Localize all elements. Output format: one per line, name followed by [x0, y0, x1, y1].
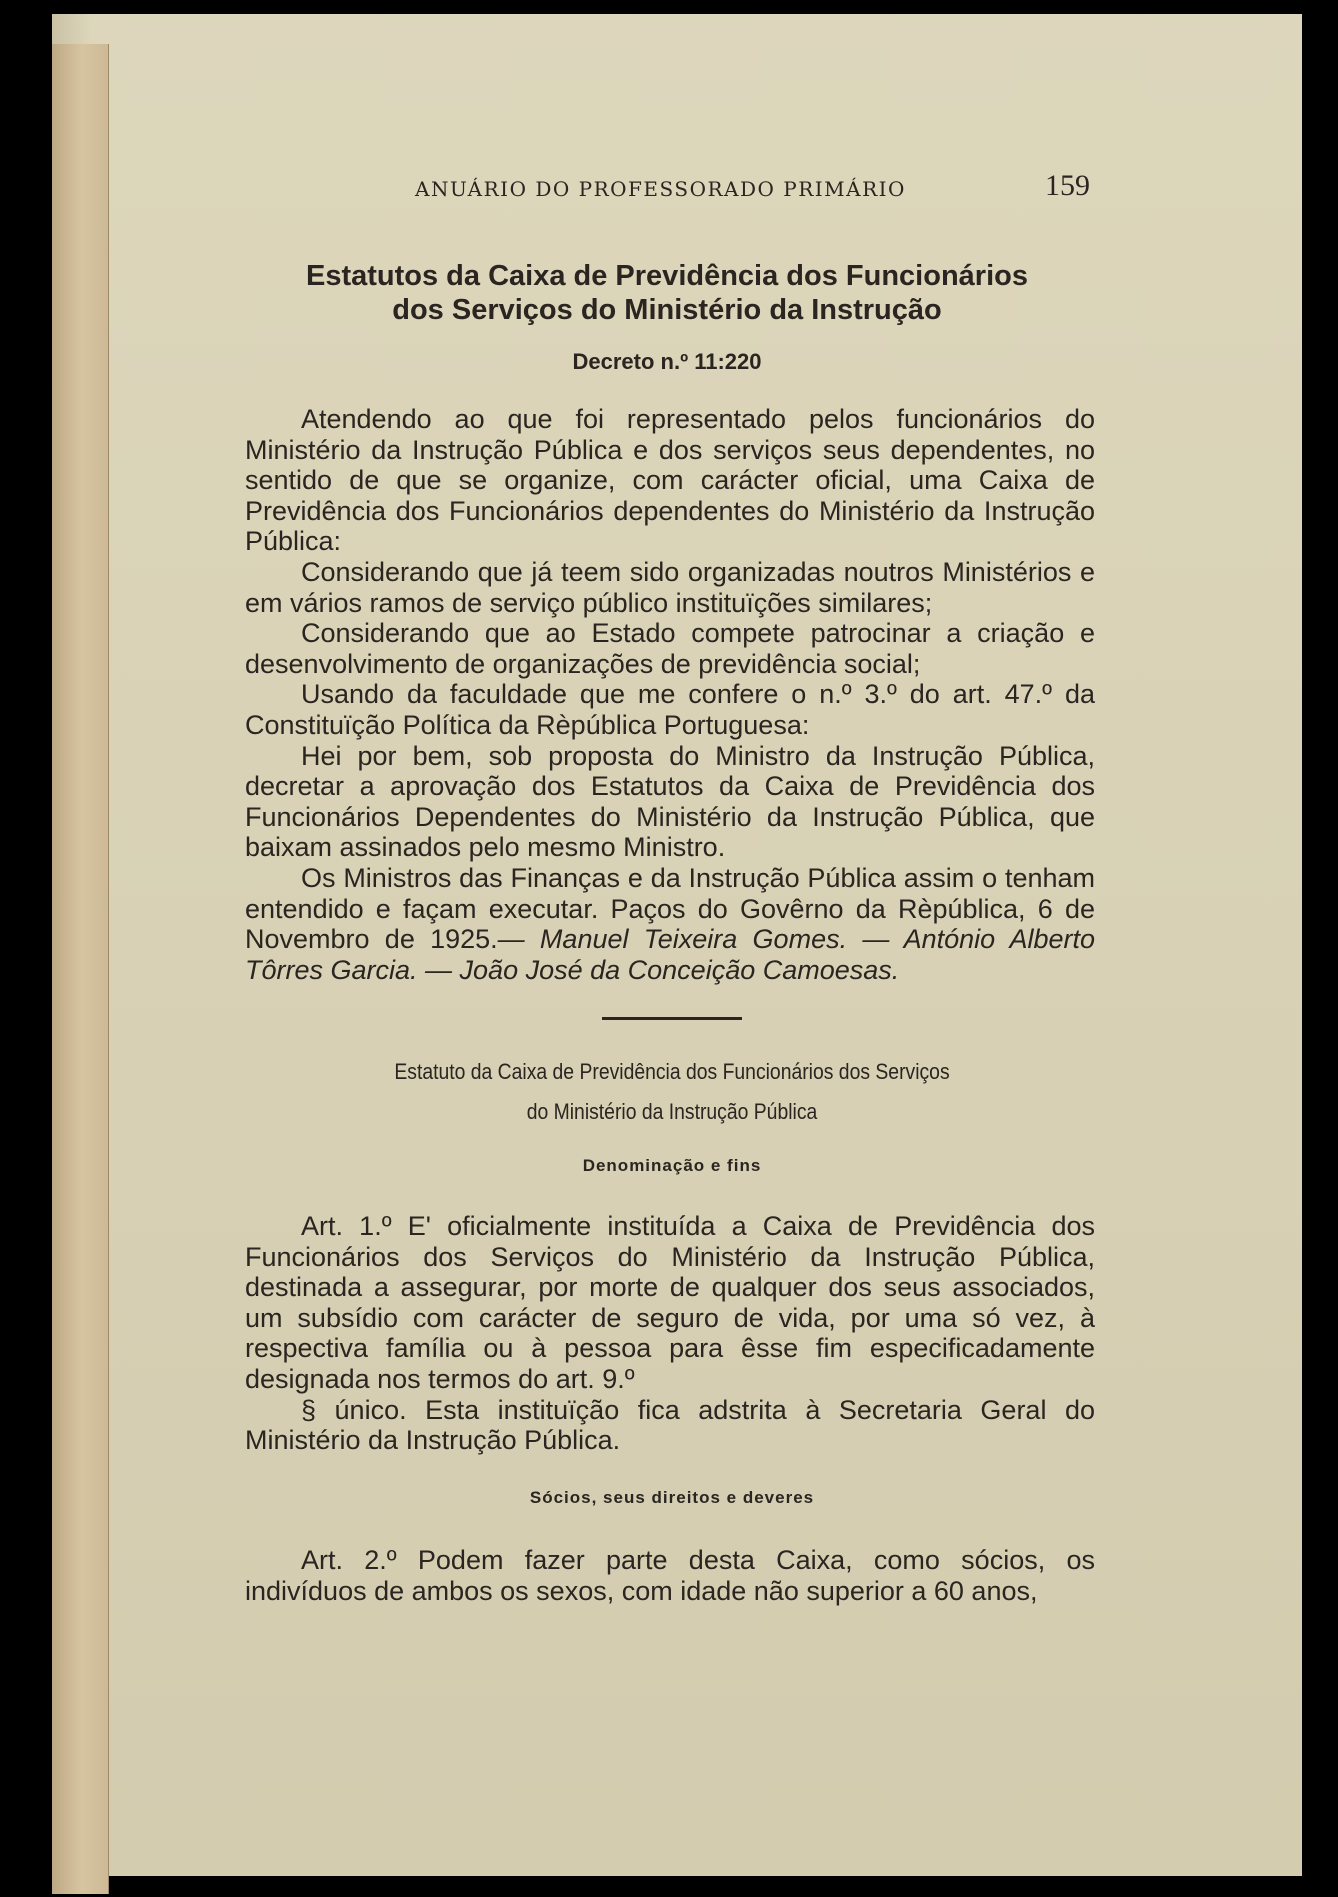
- statute-title: [320, 1052, 1024, 1132]
- article-1-paragraph: § único. Esta instituïção fica adstrita à Secretaria Geral do Ministério da Instrução Pública.: [245, 1394, 1095, 1456]
- article-1-text: Art. 1.º E' oficialmente instituída a Caixa de Previdência dos Funcionários dos Serviços do Ministério da Instrução Pública, destinada a assegurar, por morte de qualquer dos seus associados, um subsídio com carácter de seguro de vida, por uma só vez, à respectiva família ou à pessoa para êsse fim especificadamente designada nos termos do art. 9.º: [245, 1211, 1095, 1394]
- article-2: [245, 1545, 1095, 1606]
- decree-preamble: [245, 404, 1095, 985]
- document-page: [52, 14, 1302, 1876]
- title-line-1: Estatutos da Caixa de Previdência dos Funcionários: [306, 260, 1028, 292]
- document-title: [242, 259, 1092, 327]
- closing-text: Os Ministros das Finanças e da Instrução Pública assim o tenham entendido e façam executar. Paços do Govêrno da Rèpública, 6 de Novembro de 1925.: [245, 862, 1095, 955]
- signatures: — Manuel Teixeira Gomes. — António Alberto Tôrres Garcia. — João José da Conceição Camoesas.: [245, 924, 1095, 985]
- book-spine-edge: [52, 44, 109, 1894]
- section-heading: Denominação e fins: [582, 1156, 762, 1175]
- article-2-text: Art. 2.º Podem fazer parte desta Caixa, como sócios, os indivíduos de ambos os sexos, com idade não superior a 60 anos,: [245, 1545, 1095, 1606]
- preamble-paragraph: Considerando que ao Estado compete patrocinar a criação e desenvolvimento de organizações de previdência social;: [245, 618, 1095, 679]
- statute-title-line-1: Estatuto da Caixa de Previdência dos Funcionários dos Serviços: [394, 1059, 950, 1084]
- running-title: ANUÁRIO DO PROFESSORADO PRIMÁRIO: [415, 177, 906, 201]
- statute-title-line-2: do Ministério da Instrução Pública: [526, 1099, 818, 1124]
- section-heading: Sócios, seus direitos e deveres: [529, 1488, 815, 1507]
- preamble-paragraph: Considerando que já teem sido organizadas noutros Ministérios e em vários ramos de serviço público instituïções similares;: [245, 556, 1095, 618]
- closing-paragraph: [245, 863, 1095, 985]
- section-divider: [602, 1017, 742, 1020]
- preamble-paragraph: Hei por bem, sob proposta do Ministro da Instrução Pública, decretar a aprovação dos Estatutos da Caixa de Previdência dos Funcionários Dependentes do Ministério da Instrução Pública, que baixam assinados pelo mesmo Ministro.: [245, 740, 1095, 863]
- title-line-2: dos Serviços do Ministério da Instrução: [392, 294, 942, 326]
- decree-number: Decreto n.º 11:220: [572, 349, 762, 374]
- preamble-paragraph: Atendendo ao que foi representado pelos funcionários do Ministério da Instrução Pública e dos serviços seus dependentes, no sentido de que se organize, com carácter oficial, uma Caixa de Previdência dos Funcionários dependentes do Ministério da Instrução Pública:: [245, 404, 1095, 557]
- preamble-paragraph: Usando da faculdade que me confere o n.º 3.º do art. 47.º da Constituïção Política da Rèpública Portuguesa:: [245, 679, 1095, 740]
- page-number: 159: [1045, 169, 1090, 202]
- article-1: [245, 1211, 1095, 1456]
